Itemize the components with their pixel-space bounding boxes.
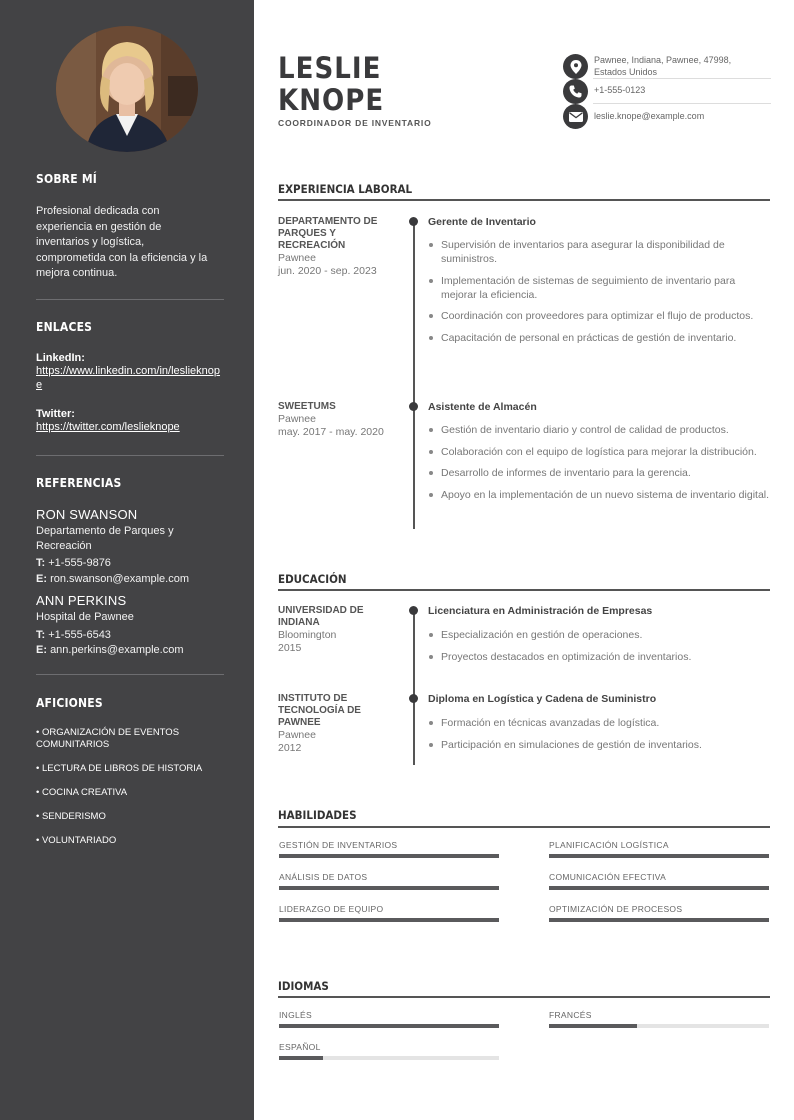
degree-title: Licenciatura en Administración de Empresas (428, 605, 653, 617)
skill-bar-fill (279, 918, 499, 922)
skill-label: GESTIÓN DE INVENTARIOS (279, 840, 398, 850)
references-heading: REFERENCIAS (36, 476, 122, 490)
position-title: Asistente de Almacén (428, 401, 537, 413)
section-rule (278, 996, 770, 998)
skill-bar-fill (279, 886, 499, 890)
skill-bar-fill (549, 886, 769, 890)
skill-bar (549, 886, 769, 890)
skill-label: LIDERAZGO DE EQUIPO (279, 904, 384, 914)
phone-icon (563, 79, 588, 104)
reference-org: Hospital de Pawnee (36, 611, 134, 623)
reference-phone: T: +1-555-6543 (36, 628, 111, 641)
section-rule (278, 199, 770, 201)
sidebar (0, 0, 254, 1120)
address-text: Pawnee, Indiana, Pawnee, 47998, Estados Unidos (594, 55, 732, 77)
list-item: Colaboración con el equipo de logística para mejorar la distribución. (428, 445, 770, 459)
language-bar (549, 1024, 769, 1028)
links-heading: ENLACES (36, 320, 93, 334)
contact-address (563, 54, 771, 79)
section-rule (278, 826, 770, 828)
divider (36, 299, 224, 300)
envelope-icon (563, 104, 588, 129)
link-label-twitter: Twitter: (36, 408, 75, 420)
skill-bar (549, 918, 769, 922)
position-title: Gerente de Inventario (428, 216, 536, 228)
language-bar-fill (279, 1056, 323, 1060)
phone-text: +1-555-0123 (594, 85, 646, 95)
hobby-item: • LECTURA DE LIBROS DE HISTORIA (36, 763, 203, 774)
list-item: Supervisión de inventarios para asegurar la disponibilidad de suministros. (428, 238, 770, 266)
location-pin-icon (563, 54, 588, 79)
skill-bar (549, 854, 769, 858)
bullet-list (428, 716, 770, 759)
skill-bar (279, 886, 499, 890)
timeline-dot (409, 606, 418, 615)
hobby-item: • ORGANIZACIÓN DE EVENTOS COMUNITARIOS (36, 727, 180, 750)
reference-item (36, 507, 226, 586)
reference-email: E: ann.perkins@example.com (36, 644, 184, 656)
languages-heading: IDIOMAS (278, 979, 329, 993)
list-item: Apoyo en la implementación de un nuevo sistema de inventario digital. (428, 488, 770, 502)
linkedin-link[interactable]: https://www.linkedin.com/in/leslieknope (36, 365, 221, 391)
language-label: INGLÉS (279, 1010, 312, 1020)
education-heading: EDUCACIÓN (278, 572, 347, 586)
job-title: COORDINADOR DE INVENTARIO (278, 118, 432, 128)
section-rule (278, 589, 770, 591)
org-name: UNIVERSIDAD DE INDIANA (278, 605, 364, 628)
candidate-name (278, 52, 478, 116)
timeline-dot (409, 402, 418, 411)
hobbies-heading: AFICIONES (36, 696, 103, 710)
skill-bar-fill (279, 854, 499, 858)
email-text[interactable]: leslie.knope@example.com (594, 111, 705, 121)
reference-email: E: ron.swanson@example.com (36, 572, 190, 585)
skill-label: OPTIMIZACIÓN DE PROCESOS (549, 904, 683, 914)
skill-bar-fill (549, 918, 769, 922)
language-label: FRANCÉS (549, 1010, 592, 1020)
experience-org (278, 401, 398, 439)
language-bar-fill (549, 1024, 637, 1028)
skill-item (549, 872, 769, 890)
org-dates: jun. 2020 - sep. 2023 (278, 265, 377, 277)
education-org (278, 605, 398, 655)
divider (36, 674, 224, 675)
skill-label: ANÁLISIS DE DATOS (279, 872, 368, 882)
twitter-link[interactable]: https://twitter.com/leslieknope (36, 421, 180, 433)
link-label-linkedin: LinkedIn: (36, 352, 85, 364)
contact-phone (563, 79, 771, 104)
bullet-list (428, 423, 770, 509)
timeline-line (413, 610, 415, 765)
list-item: Formación en técnicas avanzadas de logística. (428, 716, 770, 730)
skill-item (549, 904, 769, 922)
language-item (279, 1010, 499, 1028)
org-location: Bloomington (278, 629, 337, 641)
timeline-line (413, 220, 415, 529)
link-twitter (36, 408, 222, 434)
org-dates: 2012 (278, 742, 302, 754)
skills-heading: HABILIDADES (278, 808, 357, 822)
list-item: Capacitación de personal en prácticas de gestión de inventario. (428, 331, 770, 345)
list-item: Especialización en gestión de operaciones. (428, 628, 770, 642)
org-location: Pawnee (278, 252, 316, 264)
language-item (549, 1010, 769, 1028)
about-heading: SOBRE MÍ (36, 172, 97, 186)
org-name: DEPARTAMENTO DE PARQUES Y RECREACIÓN (278, 216, 378, 251)
divider (36, 455, 224, 456)
link-linkedin (36, 352, 222, 392)
skill-item (549, 840, 769, 858)
experience-heading: EXPERIENCIA LABORAL (278, 182, 413, 196)
list-item: Participación en simulaciones de gestión de inventarios. (428, 738, 770, 752)
list-item: Coordinación con proveedores para optimizar el flujo de productos. (428, 309, 770, 323)
reference-org: Departamento de Parques y Recreación (36, 525, 174, 552)
skill-bar-fill (549, 854, 769, 858)
last-name: KNOPE (278, 83, 385, 117)
list-item: Proyectos destacados en optimización de inventarios. (428, 650, 770, 664)
profile-photo (56, 26, 198, 152)
reference-name: ANN PERKINS (36, 593, 127, 608)
org-dates: 2015 (278, 642, 302, 654)
skill-bar (279, 918, 499, 922)
language-item (279, 1042, 499, 1060)
bullet-list (428, 628, 770, 671)
bullet-list (428, 238, 770, 352)
experience-org (278, 216, 398, 278)
reference-item (36, 593, 226, 658)
language-bar-fill (279, 1024, 499, 1028)
skill-item (279, 840, 499, 858)
org-name: INSTITUTO DE TECNOLOGÍA DE PAWNEE (278, 693, 361, 728)
skill-item (279, 872, 499, 890)
org-location: Pawnee (278, 729, 316, 741)
language-bar (279, 1056, 499, 1060)
org-name: SWEETUMS (278, 401, 336, 412)
first-name: LESLIE (278, 51, 382, 85)
reference-phone: T: +1-555-9876 (36, 557, 111, 569)
education-org (278, 693, 398, 755)
skill-label: COMUNICACIÓN EFECTIVA (549, 872, 667, 882)
skill-item (279, 904, 499, 922)
hobby-item: • SENDERISMO (36, 811, 106, 822)
skill-bar (279, 854, 499, 858)
list-item: Desarrollo de informes de inventario para la gerencia. (428, 466, 770, 480)
reference-name: RON SWANSON (36, 507, 138, 522)
hobby-item: • VOLUNTARIADO (36, 835, 117, 846)
about-text: Profesional dedicada con experiencia en gestión de inventarios y logística, comprometida con la eficiencia y la mejora continua. (36, 205, 208, 279)
hobby-item: • COCINA CREATIVA (36, 787, 128, 798)
list-item: Implementación de sistemas de seguimiento de inventario para mejorar la eficiencia. (428, 274, 770, 302)
org-location: Pawnee (278, 413, 316, 425)
language-bar (279, 1024, 499, 1028)
timeline-dot (409, 217, 418, 226)
contact-email (563, 104, 771, 129)
org-dates: may. 2017 - may. 2020 (278, 426, 384, 438)
list-item: Gestión de inventario diario y control de calidad de productos. (428, 423, 770, 437)
timeline-dot (409, 694, 418, 703)
degree-title: Diploma en Logística y Cadena de Suministro (428, 693, 657, 705)
skill-label: PLANIFICACIÓN LOGÍSTICA (549, 840, 669, 850)
language-label: ESPAÑOL (279, 1042, 321, 1052)
